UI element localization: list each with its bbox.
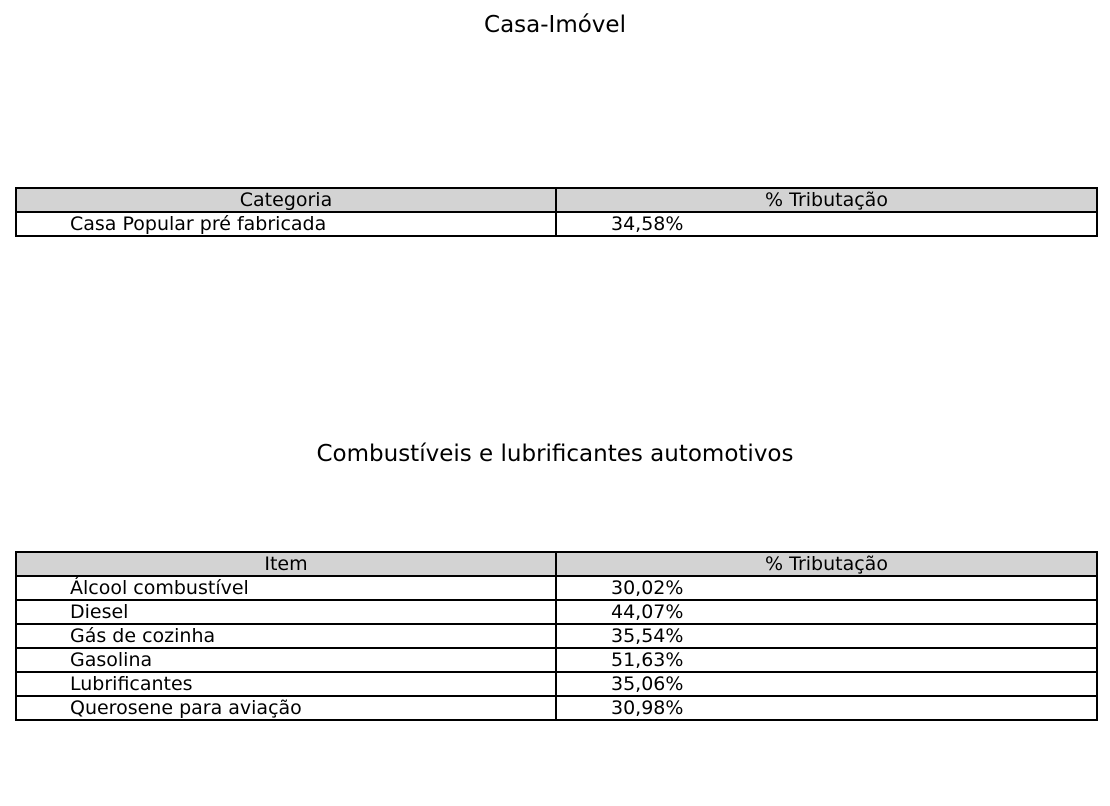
table-row [16,648,1097,672]
table-row [16,672,1097,696]
table-row [16,212,1097,236]
tax-rate-cell: 35,54% [556,624,1097,648]
casa-imovel-title: Casa-Imóvel [484,12,626,38]
combustiveis-table [15,551,1098,721]
table-row [16,576,1097,600]
item-cell: Lubrificantes [16,672,556,696]
tax-rate-cell: 44,07% [556,600,1097,624]
casa-imovel-table [15,187,1098,237]
tax-rate-cell: 34,58% [556,212,1097,236]
column-header-categoria: Categoria [16,188,556,212]
column-header-tributacao: % Tributação [556,552,1097,576]
tax-rate-cell: 51,63% [556,648,1097,672]
table-row [16,600,1097,624]
tax-rate-cell: 35,06% [556,672,1097,696]
item-cell: Diesel [16,600,556,624]
item-cell: Querosene para aviação [16,696,556,720]
table-header-row [16,188,1097,212]
table-header-row [16,552,1097,576]
column-header-item: Item [16,552,556,576]
item-cell: Gasolina [16,648,556,672]
item-cell: Gás de cozinha [16,624,556,648]
table-row [16,624,1097,648]
category-cell: Casa Popular pré fabricada [16,212,556,236]
tax-rate-cell: 30,02% [556,576,1097,600]
combustiveis-title: Combustíveis e lubrificantes automotivos [316,441,794,467]
column-header-tributacao: % Tributação [556,188,1097,212]
table-row [16,696,1097,720]
item-cell: Álcool combustível [16,576,556,600]
tax-rate-cell: 30,98% [556,696,1097,720]
